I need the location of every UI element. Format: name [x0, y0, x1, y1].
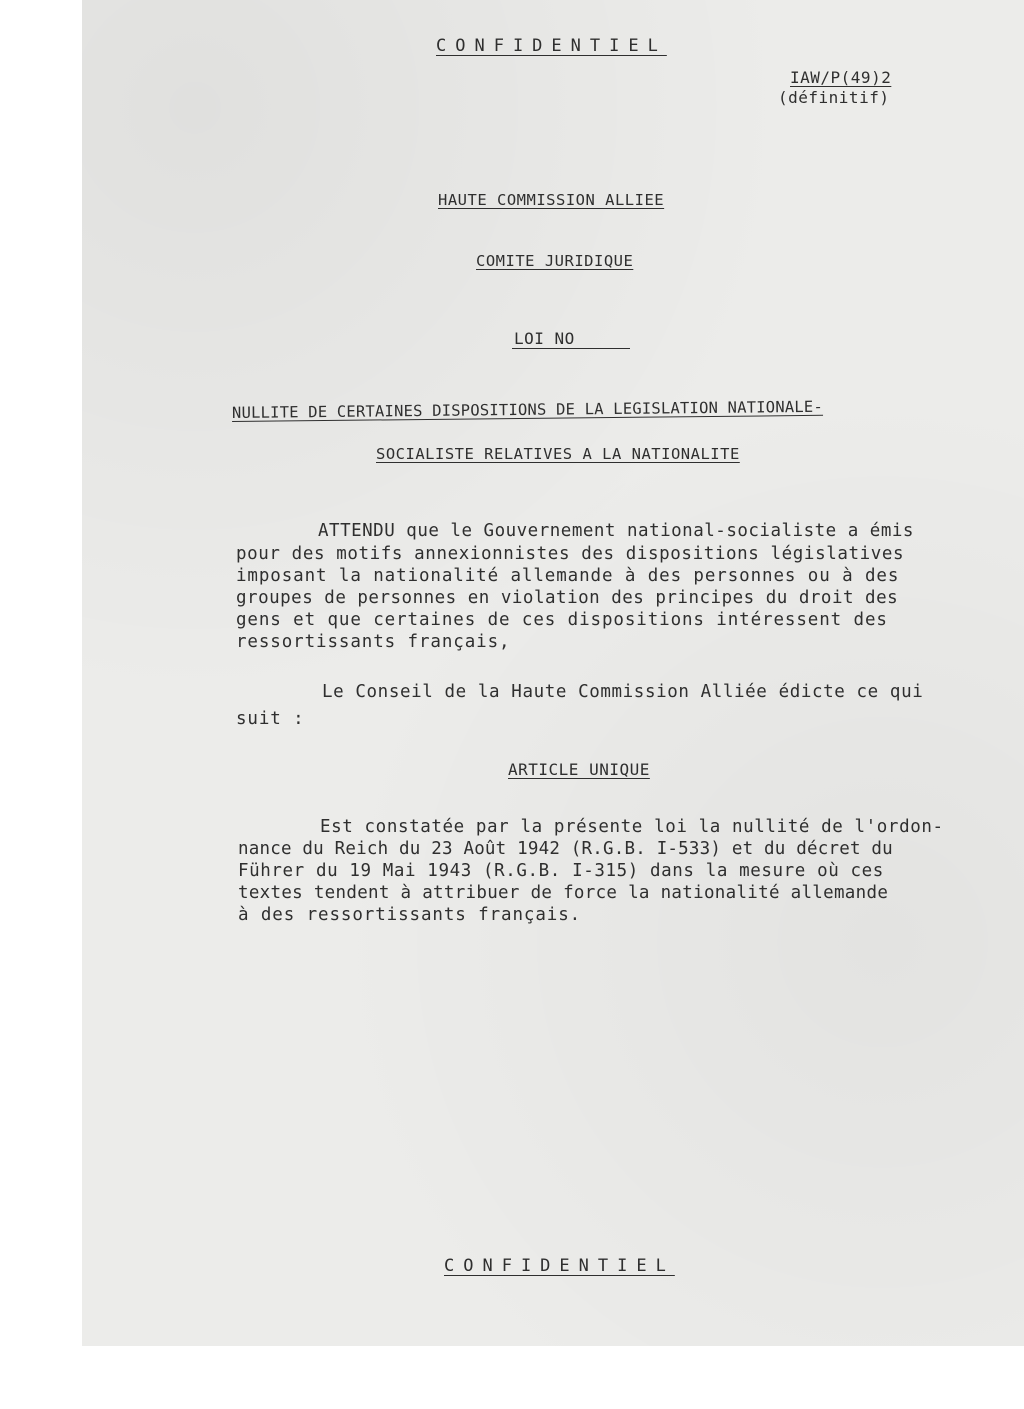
preamble-line: imposant la nationalité allemande à des personnes ou à des [236, 566, 900, 586]
document-reference-status: (définitif) [778, 88, 890, 107]
committee-heading: COMITE JURIDIQUE [476, 252, 634, 270]
article-heading: ARTICLE UNIQUE [508, 760, 650, 779]
document-reference: IAW/P(49)2 [790, 68, 892, 87]
article-line: Est constatée par la présente loi la nullité de l'ordon- [320, 817, 944, 837]
law-title-line-1: NULLITE DE CERTAINES DISPOSITIONS DE LA LEGISLATION NATIONALE- [231, 397, 824, 422]
authority-heading: HAUTE COMMISSION ALLIEE [438, 191, 665, 209]
article-line: Führer du 19 Mai 1943 (R.G.B. I-315) dans la mesure où ces [238, 861, 884, 881]
article-line: à des ressortissants français. [238, 905, 582, 925]
law-number-blank [512, 348, 630, 349]
header-confidential-stamp: CONFIDENTIEL [436, 36, 667, 56]
preamble-line: ATTENDU que le Gouvernement national-socialiste a émis [318, 521, 914, 541]
article-line: nance du Reich du 23 Août 1942 (R.G.B. I-533) et du décret du [238, 839, 893, 859]
law-title-line-2: SOCIALISTE RELATIVES A LA NATIONALITE [376, 445, 740, 463]
footer-confidential-stamp: CONFIDENTIEL [444, 1256, 675, 1276]
preamble-line: groupes de personnes en violation des principes du droit des [236, 588, 899, 608]
article-line: textes tendent à attribuer de force la nationalité allemande [238, 883, 889, 903]
law-number-label: LOI NO [514, 329, 575, 348]
preamble-line: pour des motifs annexionnistes des dispositions législatives [236, 544, 905, 564]
preamble-line: gens et que certaines de ces dispositions intéressent des [236, 610, 888, 630]
enactment-line: Le Conseil de la Haute Commission Alliée édicte ce qui [322, 682, 924, 702]
enactment-line: suit : [236, 709, 305, 729]
preamble-line: ressortissants français, [236, 632, 511, 652]
